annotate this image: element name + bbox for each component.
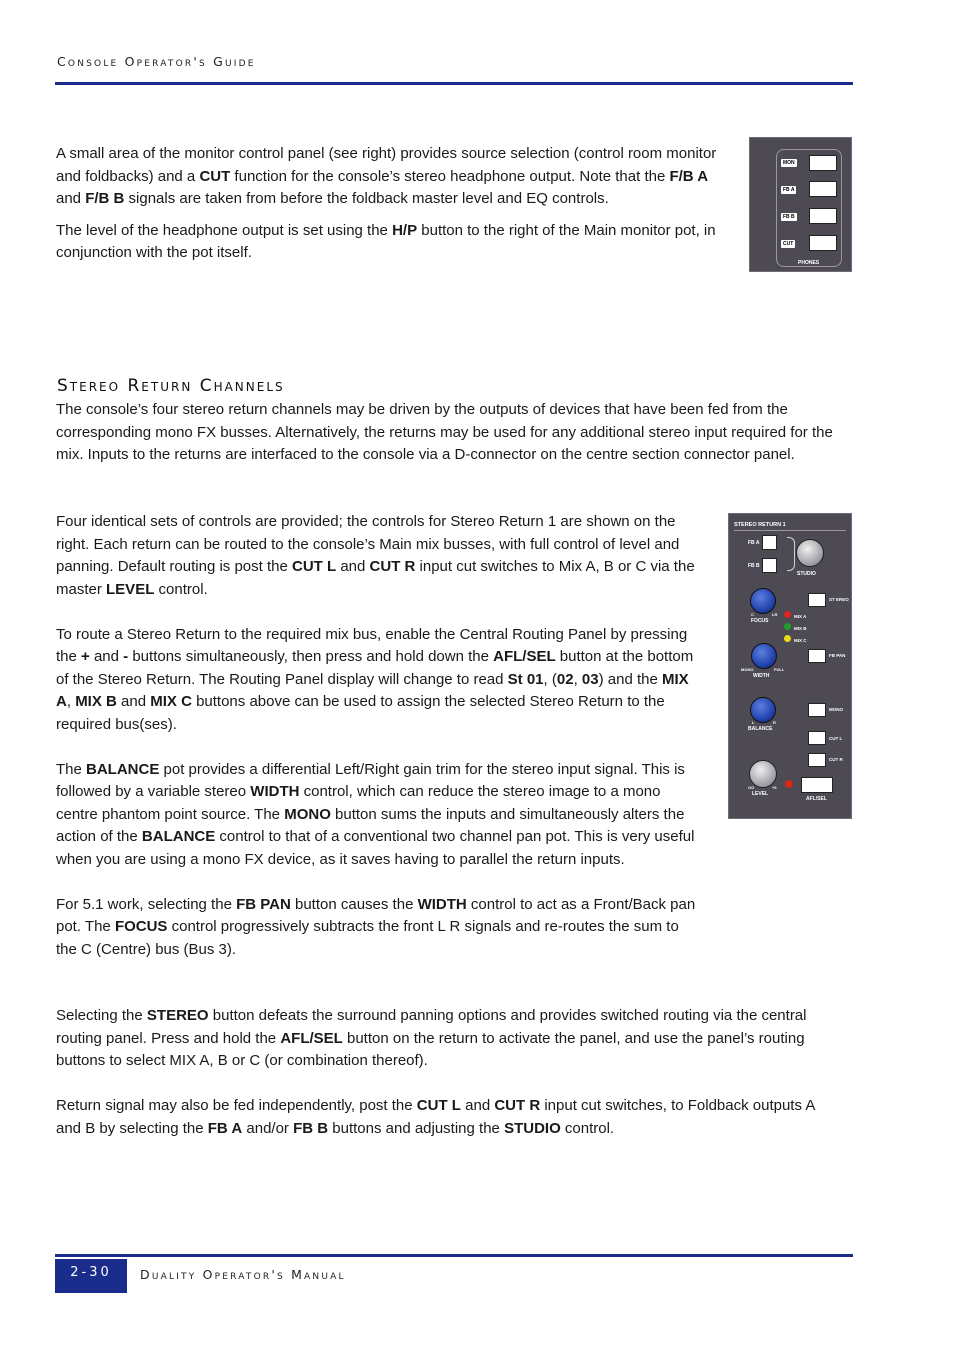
bold-term: FOCUS	[114, 918, 168, 935]
width-knob[interactable]	[751, 643, 777, 669]
body-paragraph-4: The BALANCE pot provides a differential Left/Right gain trim for the stereo input signal. This is followed by a variable stereo WIDTH control, which can reduce the stereo image to a mono centre phantom point source. The MONO button sums the inputs and simultaneously alters the action of the BALANCE control to that of a conventional two channel pan pot. This is very useful when you are using a mono FX device, as it saves having to parallel the return inputs.	[56, 760, 695, 868]
bold-term: St 01	[507, 670, 544, 688]
bold-term: MONO	[284, 805, 331, 823]
focus-label: FOCUS	[751, 618, 769, 624]
focus-lr-label: LR	[772, 612, 778, 617]
intro-text	[56, 143, 726, 265]
body-paragraph-6: Selecting the STEREO button defeats the surround panning options and provides switched routing via the central routing panel. Press and hold the AFL/SEL button on the return to activate the panel, and use the panel’s routing buttons to select MIX A, B or C (or combination thereof).	[56, 1007, 807, 1069]
bold-term: AFL/SEL	[493, 648, 556, 665]
bold-term: LEVEL	[106, 580, 155, 598]
bold-term: 02	[556, 670, 574, 688]
fb-bracket	[787, 537, 795, 571]
fb-a-label: FB A	[783, 187, 795, 193]
mix-a-label: MIX A	[794, 614, 807, 619]
title-divider	[734, 530, 846, 531]
cut-r-label: CUT R	[829, 757, 843, 762]
phones-panel	[749, 137, 852, 272]
section-title: Stereo Return Channels	[57, 376, 285, 396]
body-wide	[56, 1005, 826, 1140]
level-min-label: OO	[748, 785, 755, 790]
fb-b-label: FB B	[748, 563, 760, 569]
studio-label: STUDIO	[797, 571, 816, 577]
bold-term: +	[81, 648, 90, 665]
afl-sel-button[interactable]	[801, 777, 833, 793]
level-label: LEVEL	[752, 791, 769, 797]
balance-r-label: R	[773, 720, 776, 725]
stereo-return-title: STEREO RETURN 1	[734, 522, 786, 528]
header-rule	[55, 82, 853, 85]
body-paragraph-3: To route a Stereo Return to the required mix bus, enable the Central Routing Panel by pressing the + and - buttons simultaneously, then press and hold down the AFL/SEL button at the bottom of the Stereo Return. The Routing Panel display will change to read St 01, (02, 03) and the MIX A, MIX B and MIX C buttons above can be used to assign the selected Stereo Return to the required bus(ses).	[56, 625, 694, 733]
mix-c-led	[784, 635, 791, 642]
body-paragraph-2: Four identical sets of controls are provided; the controls for Stereo Return 1 are shown on the right. Each return can be routed to the console’s Main mix busses, with full control of level and panning. Default routing is post the CUT L and CUT R input cut switches to Mix A, B or C via the master LEVEL control.	[56, 513, 695, 598]
stereo-label: ST EREO	[829, 597, 849, 602]
fb-a-button[interactable]	[762, 535, 777, 550]
intro-paragraph-1: A small area of the monitor control panel (see right) provides source selection (control room monitor and foldbacks) and a CUT function for the console’s stereo headphone output. Note that the F/B A and F/B B signals are taken from before the foldback master level and EQ controls.	[56, 145, 717, 207]
bold-term: F/B B	[85, 190, 125, 207]
bold-term: BALANCE	[141, 828, 216, 845]
bold-term: -	[123, 648, 129, 665]
balance-label: BALANCE	[748, 726, 773, 732]
fb-pan-button[interactable]	[808, 649, 826, 663]
footer-title: Duality Operator's Manual	[140, 1267, 346, 1282]
bold-term: CUT L	[292, 558, 337, 575]
fb-a-label: FB A	[748, 540, 760, 546]
bold-term: WIDTH	[250, 783, 300, 800]
focus-c-label: C	[751, 612, 754, 617]
width-full-label: FULL	[774, 667, 785, 672]
bold-term: FB A	[207, 1119, 243, 1137]
cut-l-label: CUT L	[829, 736, 843, 741]
bold-term: FB B	[293, 1119, 329, 1137]
bold-term: CUT L	[416, 1097, 461, 1114]
mon-label: MON	[783, 160, 795, 166]
width-label: WIDTH	[753, 673, 770, 679]
cut-label: CUT	[783, 241, 794, 247]
mon-button[interactable]	[809, 155, 837, 171]
bold-term: CUT	[199, 167, 231, 185]
footer-rule	[55, 1254, 853, 1257]
level-max-label: +6	[772, 785, 777, 790]
afl-sel-label: AFL/SEL	[806, 796, 827, 802]
bold-term: CUT R	[369, 558, 416, 575]
bold-term: 03	[581, 670, 599, 688]
bold-term: F/B A	[669, 167, 709, 185]
bold-term: BALANCE	[86, 760, 160, 778]
focus-knob[interactable]	[750, 588, 776, 614]
body-intro	[56, 399, 851, 467]
bold-term: MIX C	[150, 693, 192, 710]
fb-b-label: FB B	[783, 214, 795, 220]
bold-term: MIX A	[56, 670, 689, 710]
cut-button[interactable]	[809, 235, 837, 251]
mix-a-led	[784, 611, 791, 618]
bold-term: WIDTH	[417, 895, 467, 913]
fb-a-button[interactable]	[809, 181, 837, 197]
balance-l-label: L	[752, 720, 755, 725]
page-number: 2-30	[55, 1259, 127, 1293]
bold-term: H/P	[392, 221, 418, 239]
studio-knob[interactable]	[796, 539, 824, 567]
cut-l-button[interactable]	[808, 731, 826, 745]
stereo-return-panel	[728, 513, 852, 819]
bold-term: STUDIO	[504, 1119, 561, 1137]
mono-label: MONO	[829, 707, 843, 712]
fb-b-button[interactable]	[809, 208, 837, 224]
bold-term: STEREO	[146, 1007, 209, 1024]
mix-c-label: MIX C	[794, 638, 807, 643]
body-paragraph-1: The console’s four stereo return channels may be driven by the outputs of devices that have been fed from the corresponding mono FX busses. Alternatively, the returns may be used for any additional stereo input required for the mix. Inputs to the returns are interfaced to the console via a D-connector on the centre section connector panel.	[56, 401, 833, 463]
bold-term: MIX B	[75, 693, 117, 710]
stereo-button[interactable]	[808, 593, 826, 607]
mix-b-led	[784, 623, 791, 630]
body-narrow	[56, 511, 701, 961]
level-knob[interactable]	[749, 760, 777, 788]
phones-title: PHONES	[798, 260, 820, 266]
mono-button[interactable]	[808, 703, 826, 717]
bold-term: AFL/SEL	[280, 1029, 343, 1047]
body-paragraph-7: Return signal may also be fed independently, post the CUT L and CUT R input cut switches, to Foldback outputs A and B by selecting the FB A and/or FB B buttons and adjusting the STUDIO control.	[56, 1097, 815, 1137]
fb-b-button[interactable]	[762, 558, 777, 573]
cut-r-button[interactable]	[808, 753, 826, 767]
fb-pan-label: FB PAN	[829, 653, 846, 658]
bold-term: CUT R	[494, 1097, 541, 1114]
bold-term: FB PAN	[236, 895, 291, 913]
afl-led	[785, 780, 793, 788]
running-header: Console Operator's Guide	[57, 54, 256, 69]
mix-b-label: MIX B	[794, 626, 807, 631]
width-mono-label: MONO	[741, 667, 754, 672]
intro-paragraph-2: The level of the headphone output is set using the H/P button to the right of the Main monitor pot, in conjunction with the pot itself.	[56, 221, 716, 261]
body-paragraph-5: For 5.1 work, selecting the FB PAN button causes the WIDTH control to act as a Front/Back pan pot. The FOCUS control progressively subtracts the front L R signals and re-routes the sum to the C (Centre) bus (Bus 3).	[56, 895, 696, 958]
